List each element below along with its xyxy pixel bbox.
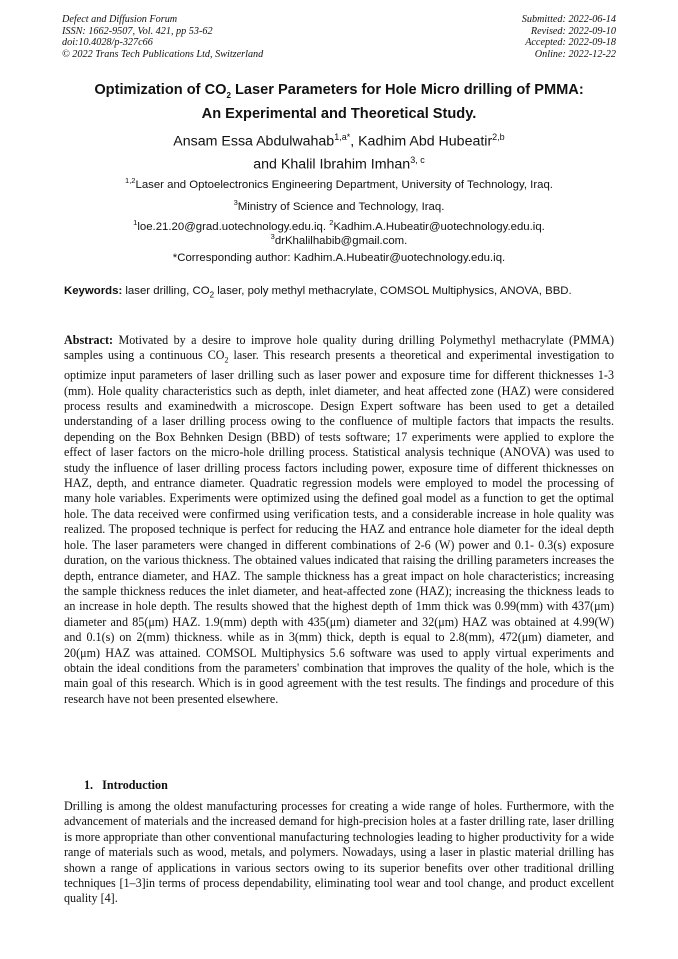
author-name: and Khalil Ibrahim Imhan (253, 156, 411, 173)
author-name: Kadhim Abd Hubeatir (358, 133, 493, 150)
publication-dates (522, 14, 616, 60)
affiliation-2: $^3$Ministry of Science and Technology, Iraq. (233, 198, 445, 213)
email-link[interactable]: loe.21.20@grad.uotechnology.edu.iq. (137, 220, 327, 233)
affiliation-1: $^{1,2}$Laser and Optoelectronics Engineering Department, University of Technology, Iraq. (125, 176, 553, 191)
journal-info (62, 14, 263, 60)
introduction-paragraph: Drilling is among the oldest manufacturing processes for creating a wide range of holes. Furthermore, with the advancement of materials and the increased demand for high-precision holes at a faster drilling rate, laser drilling is more appropriate than other conventional manufacturing technologies leading to higher productivity for a wide range of materials such as wood, metals, and polymers. Nowadays, using a laser in plastic material drilling has shown a range of applications in various sectors owing to its superior benefits over other traditional drilling techniques [1–3]in terms of process dependability, eliminating tool wear and tool change, and product excellent quality [4]. (64, 799, 614, 906)
doi: doi:10.4028/p-327c66 (62, 37, 153, 49)
section-heading: 1. Introduction (84, 778, 168, 792)
revised-date: Revised: 2022-09-10 (530, 25, 616, 37)
copyright: © 2022 Trans Tech Publications Ltd, Switzerland (62, 48, 264, 60)
abstract-label: Abstract: (64, 333, 114, 347)
author-name: Ansam Essa Abdulwahab (173, 133, 335, 150)
email-line-2: $^3$drKhalilhabib@gmail.com. (270, 232, 408, 247)
paper-title: Optimization of $CO_2$ Laser Parameters for Hole Micro drilling of PMMA: An Experimental and Theoretical Study. (94, 82, 584, 122)
email-link[interactable]: Kadhim.A.Hubeatir@uotechnology.edu.iq. (333, 220, 545, 233)
abstract: Abstract: Motivated by a desire to improve hole quality during drilling Polymethyl methacrylate (PMMA) samples using a continuous $CO_2$ laser. This research presents a theoretical and experimental investigation to optimize input parameters of laser drilling such as laser power and exposure time for different thicknesses 1-3 (mm). Hole quality characteristics such as depth, inlet diameter, and heat affected zone (HAZ) were considered process results and examinedwith a microscope. Design Expert software has been used to get a detailed understanding of a laser drilling process owing to the confluence of multiple factors that impacts the results. depending on the Box Behnken Design (BBD) of tests software; 17 experiments were applied to explore the effect of laser factors on the micro-hole drilling process. Statistical analysis technique (ANOVA) was used to study the influence of laser drilling process factors including power, exposure time of different thicknesses on HAZ, depth, and entrance diameter. Quadratic regression models were employed to model the processing of many hole variables. Experiments were optimized using the defined goal model as a function to get the optimal hole. The data received were confirmed using verification tests, and a considerable increase in hole quality was realized. The proposed technique is perfect for reducing the HAZ and entrance hole diameter for the ideal depth hole. The laser parameters were changed in different combinations of 2-6 (W) power and 0.1- 0.3(s) exposure duration, on the various thickness. The obtained values indicated that raising the drilling parameters increases the depth, entrance diameter, and HAZ. The sample thickness has a great impact on hole characteristics; increasing the sample thickness reduces the inlet diameter, and heat-affected zone (HAZ); increasing the thickness leads to an increase in hole depth. The results showed that the highest depth of 1mm thick was 0.99(mm) with 437(μm) diameter and 85(μm) HAZ. 1.9(mm) depth with 435(μm) diameter and 32(μm) HAZ was obtained at 4.99(W) and 0.1(s) on 2(mm) thickness. while as in 3(mm) thick, depth is equal to 2.8(mm), 472(μm) diameter, and 20(μm) HAZ was attained. COMSOL Multiphysics 5.6 software was used to apply virtual experiments and obtain the ideal conditions from the parameters' combination that improves the quality of the hole, which is the main goal of this research. Which is in good agreement with the test results. The findings and procedure of this research have not been presented elsewhere. (64, 333, 614, 706)
issn: ISSN: 1662-9507, Vol. 421, pp 53-62 (62, 25, 213, 37)
keywords-label: Keywords: (64, 285, 123, 297)
journal-name: Defect and Diffusion Forum (62, 14, 178, 25)
email-line-1: $^1$loe.21.20@grad.uotechnology.edu.iq. $^2$Kadhim.A.Hubeatir@uotechnology.edu.iq. (133, 218, 545, 233)
email-link[interactable]: drKhalilhabib@gmail.com. (274, 234, 408, 247)
corresponding-author: *Corresponding author: Kadhim.A.Hubeatir@uotechnology.edu.iq. (172, 252, 506, 264)
online-date: Online: 2022-12-22 (534, 48, 616, 60)
submitted-date: Submitted: 2022-06-14 (521, 14, 616, 25)
author-list: Ansam Essa Abdulwahab$^{1,a*}$, Kadhim Abd Hubeatir$^{2,b}$ and Khalil Ibrahim Imhan$^{3, c}$ (173, 132, 505, 173)
accepted-date: Accepted: 2022-09-18 (525, 37, 616, 49)
keywords: Keywords: laser drilling, $CO_2$ laser, poly methyl methacrylate, COMSOL Multiphysics, ANOVA, BBD. (64, 285, 572, 300)
